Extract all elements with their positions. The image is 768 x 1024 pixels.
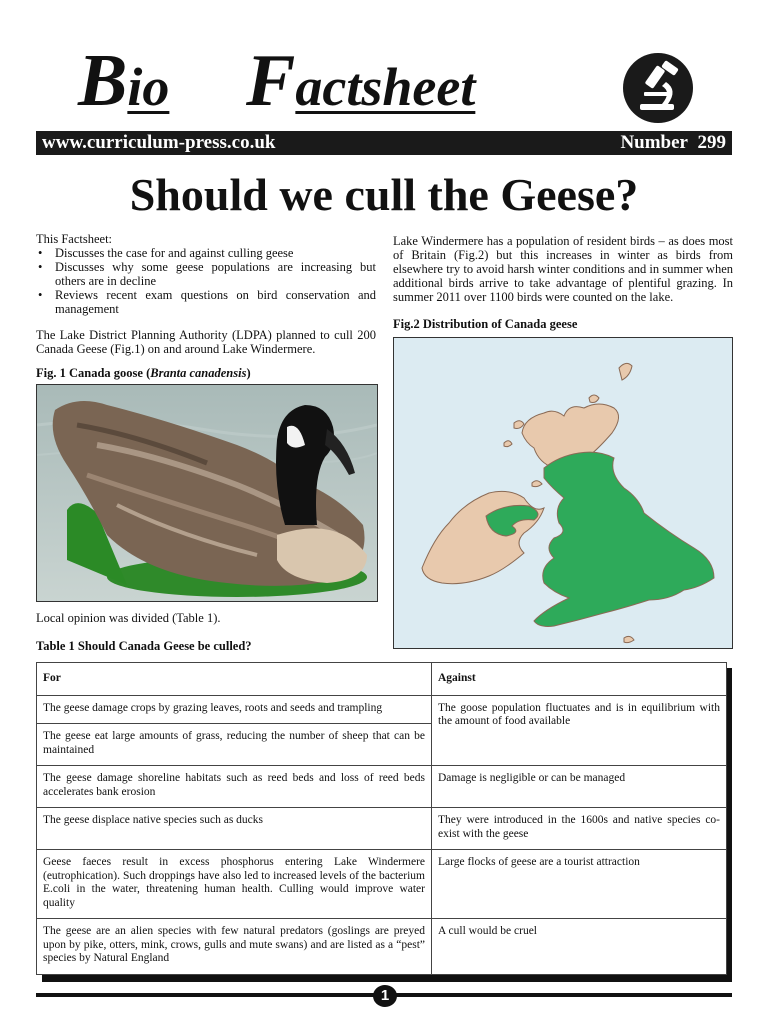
for-cell: The geese damage shoreline habitats such as reed beds and loss of reed beds accelerates bank erosion: [37, 766, 432, 808]
summary-list: [36, 246, 376, 316]
fig1-caption: Fig. 1 Canada goose (Branta canadensis): [36, 366, 251, 380]
summary-item: • Discusses why some geese populations are increasing but others are in decline: [36, 260, 376, 288]
gb-distribution: [534, 452, 714, 626]
microscope-icon: [622, 52, 694, 124]
against-cell: They were introduced in the 1600s and native species co-exist with the geese: [432, 808, 727, 850]
fig2-caption: Fig.2 Distribution of Canada geese: [393, 317, 578, 331]
for-cell: The geese displace native species such as ducks: [37, 808, 432, 850]
logo-bio: Bio: [78, 40, 170, 122]
page-number: 1: [373, 985, 397, 1007]
opinion-paragraph: Local opinion was divided (Table 1).: [36, 611, 221, 625]
island: [514, 421, 524, 429]
distribution-map: [393, 337, 733, 649]
header-for: For: [37, 663, 432, 696]
island: [619, 363, 632, 380]
table-row: [37, 919, 727, 975]
factsheet-summary: [36, 232, 376, 316]
island: [532, 481, 542, 487]
url-bar: [36, 131, 732, 155]
summary-item: • Reviews recent exam questions on bird conservation and management: [36, 288, 376, 316]
intro-paragraph: The Lake District Planning Authority (LDPA) planned to cull 200 Canada Geese (Fig.1) on and around Lake Windermere.: [36, 328, 376, 356]
for-cell: The geese eat large amounts of grass, reducing the number of sheep that can be maintained: [37, 724, 432, 766]
against-cell: Large flocks of geese are a tourist attraction: [432, 850, 727, 919]
table-caption: Table 1 Should Canada Geese be culled?: [36, 639, 252, 653]
island: [504, 441, 512, 447]
masthead: [78, 34, 608, 124]
cull-table: [36, 662, 727, 975]
table-row: [37, 766, 727, 808]
table-row: [37, 850, 727, 919]
issue-number: Number 299: [620, 132, 726, 153]
for-cell: The geese are an alien species with few natural predators (goslings are preyed upon by pike, otters, mink, crows, gulls and mute swans) and are listed as a “pest” species by Natural England: [37, 919, 432, 975]
publisher-url[interactable]: www.curriculum-press.co.uk: [42, 132, 276, 153]
table-row: [37, 808, 727, 850]
for-cell: Geese faeces result in excess phosphorus entering Lake Windermere (eutrophication). Such droppings have also led to increased levels of the bacterium E.coli in the water, threatening human health. Culling would improve water quality: [37, 850, 432, 919]
population-paragraph: Lake Windermere has a population of resident birds – as does most of Britain (Fig.2) but this increases in winter as birds from elsewhere try to avoid harsh winter conditions and in summer when additional birds arrive to take advantage of plentiful grazing. In summer 2011 over 1100 birds were counted on the lake.: [393, 234, 733, 304]
summary-item: • Discusses the case for and against culling geese: [36, 246, 376, 260]
page-title: Should we cull the Geese?: [129, 169, 639, 220]
for-cell: The geese damage crops by grazing leaves, roots and seeds and trampling: [37, 695, 432, 724]
header-against: Against: [432, 663, 727, 696]
summary-heading: This Factsheet:: [36, 232, 113, 246]
logo-factsheet: Factsheet: [246, 40, 476, 122]
against-cell: A cull would be cruel: [432, 919, 727, 975]
island: [589, 395, 599, 403]
canada-goose-photo: [36, 384, 378, 602]
island: [624, 636, 634, 642]
against-cell: Damage is negligible or can be managed: [432, 766, 727, 808]
against-cell: The goose population fluctuates and is in equilibrium with the amount of food available: [432, 695, 727, 766]
table-row: [37, 695, 727, 724]
table-header-row: [37, 663, 727, 696]
